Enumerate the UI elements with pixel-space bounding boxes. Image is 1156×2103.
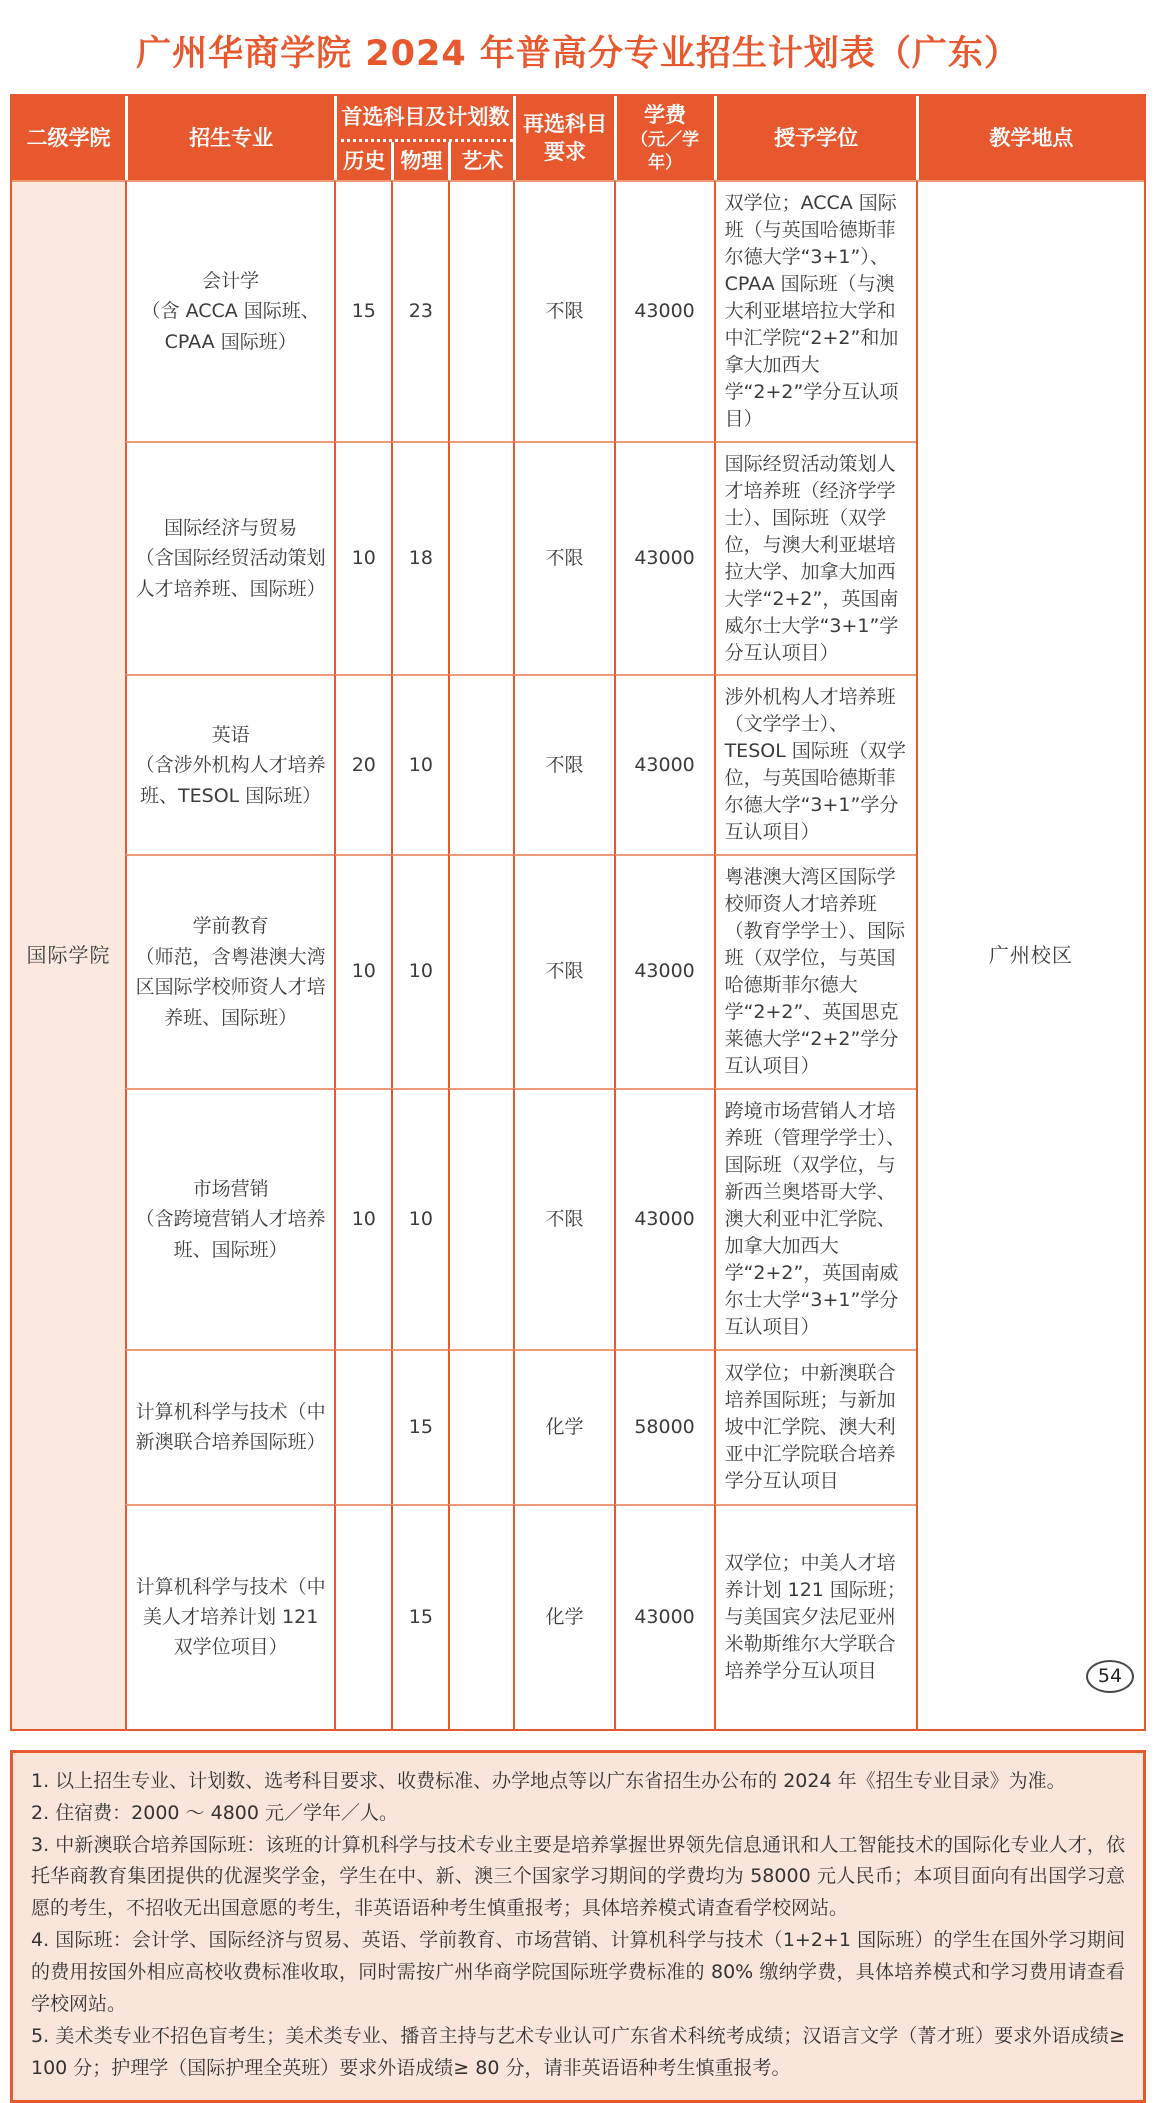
history-count: 10 (334, 1088, 391, 1349)
footnote: 4. 国际班：会计学、国际经济与贸易、英语、学前教育、市场营销、计算机科学与技术（1+2+1 国际班）的学生在国外学习期间的费用按国外相应高校收费标准收取，同时需按广州华商学院国际班学费标准的 80% 缴纳学费，具体培养模式和学习费用请查看学校网站。 (31, 1929, 1125, 2016)
header-row-1 (12, 96, 1144, 142)
header-physics: 物理 (391, 142, 448, 180)
footnote: 1. 以上招生专业、计划数、选考科目要求、收费标准、办学地点等以广东省招生办公布的 2024 年《招生专业目录》为准。 (31, 1769, 1066, 1792)
tuition-cell: 43000 (614, 1088, 714, 1349)
major-name: 英语 (211, 723, 250, 746)
art-count (448, 854, 513, 1088)
tuition-cell: 43000 (614, 1504, 714, 1729)
art-count (448, 441, 513, 675)
reselect-cell: 不限 (513, 674, 613, 854)
degree-cell: 涉外机构人才培养班（文学学士）、TESOL 国际班（双学位，与英国哈德斯菲尔德大学“3+1”学分互认项目） (714, 674, 916, 854)
header-tuition-label: 学费 (644, 102, 687, 127)
tuition-cell: 43000 (614, 441, 714, 675)
art-count (448, 1088, 513, 1349)
physics-count: 18 (391, 441, 448, 675)
physics-count: 10 (391, 854, 448, 1088)
major-detail: （师范，含粤港澳大湾区国际学校师资人才培养班、国际班） (135, 945, 326, 1029)
degree-cell: 双学位；中新澳联合培养国际班；与新加坡中汇学院、澳大利亚中汇学院联合培养学分互认项目 (714, 1349, 916, 1504)
degree-cell: 跨境市场营销人才培养班（管理学学士）、国际班（双学位，与新西兰奥塔哥大学、澳大利亚中汇学院、加拿大加西大学“2+2”，英国南威尔士大学“3+1”学分互认项目） (714, 1088, 916, 1349)
major-cell (125, 854, 334, 1088)
tuition-cell: 58000 (614, 1349, 714, 1504)
major-cell (125, 1349, 334, 1504)
footnotes-box (10, 1750, 1146, 2103)
degree-cell: 国际经贸活动策划人才培养班（经济学学士）、国际班（双学位，与澳大利亚堪培拉大学、加拿大加西大学“2+2”，英国南威尔士大学“3+1”学分互认项目） (714, 441, 916, 675)
header-tuition (614, 96, 714, 180)
page-number-badge: 54 (1086, 1660, 1134, 1693)
major-cell (125, 180, 334, 441)
college-cell: 国际学院 (12, 180, 125, 1729)
major-name: 学前教育 (192, 915, 269, 938)
header-location: 教学地点 (916, 96, 1144, 180)
major-cell (125, 1504, 334, 1729)
header-history: 历史 (334, 142, 391, 180)
tuition-cell: 43000 (614, 180, 714, 441)
reselect-cell: 不限 (513, 1088, 613, 1349)
header-reselect: 再选科目要求 (513, 96, 613, 180)
reselect-cell: 不限 (513, 441, 613, 675)
art-count (448, 1349, 513, 1504)
major-name: 计算机科学与技术（中美人才培养计划 121 双学位项目） (135, 1575, 326, 1659)
footnote: 2. 住宿费：2000 ～ 4800 元／学年／人。 (31, 1801, 398, 1824)
history-count: 10 (334, 441, 391, 675)
major-name: 计算机科学与技术（中新澳联合培养国际班） (135, 1400, 326, 1454)
reselect-cell: 不限 (513, 180, 613, 441)
physics-count: 15 (391, 1349, 448, 1504)
major-name: 会计学 (202, 269, 260, 292)
physics-count: 15 (391, 1504, 448, 1729)
location-cell: 广州校区 (916, 180, 1144, 1729)
history-count: 20 (334, 674, 391, 854)
degree-cell: 双学位；中美人才培养计划 121 国际班；与美国宾夕法尼亚州米勒斯维尔大学联合培养学分互认项目 (714, 1504, 916, 1729)
tuition-cell: 43000 (614, 674, 714, 854)
history-count: 10 (334, 854, 391, 1088)
art-count (448, 180, 513, 441)
tuition-cell: 43000 (614, 854, 714, 1088)
page-title: 广州华商学院 2024 年普高分专业招生计划表（广东） (136, 34, 1020, 74)
major-detail: （含涉外机构人才培养班、TESOL 国际班） (135, 754, 326, 807)
header-major: 招生专业 (125, 96, 334, 180)
header-degree: 授予学位 (714, 96, 916, 180)
major-name: 国际经济与贸易 (164, 517, 298, 539)
admission-plan-table (10, 94, 1146, 1731)
header-college: 二级学院 (12, 96, 125, 180)
major-name: 市场营销 (192, 1177, 269, 1200)
physics-count: 10 (391, 1088, 448, 1349)
header-subjects-group: 首选科目及计划数 (334, 96, 513, 142)
major-cell (125, 441, 334, 675)
history-count (334, 1349, 391, 1504)
major-cell (125, 674, 334, 854)
degree-cell: 双学位；ACCA 国际班（与英国哈德斯菲尔德大学“3+1”）、CPAA 国际班（与澳大利亚堪培拉大学和中汇学院“2+2”和加拿大加西大学“2+2”学分互认项目） (714, 180, 916, 441)
major-detail: （含 ACCA 国际班、CPAA 国际班） (141, 300, 320, 353)
major-cell (125, 1088, 334, 1349)
major-detail: （含跨境营销人才培养班、国际班） (135, 1208, 326, 1261)
footnote: 5. 美术类专业不招色盲考生；美术类专业、播音主持与艺术专业认可广东省术科统考成绩；汉语言文学（菁才班）要求外语成绩≥ 100 分；护理学（国际护理全英班）要求外语成绩≥ 80 分，请非英语语种考生慎重报考。 (31, 2025, 1125, 2079)
history-count: 15 (334, 180, 391, 441)
art-count (448, 674, 513, 854)
degree-cell: 粤港澳大湾区国际学校师资人才培养班（教育学学士）、国际班（双学位，与英国哈德斯菲尔德大学“2+2”、英国思克莱德大学“2+2”学分互认项目） (714, 854, 916, 1088)
physics-count: 23 (391, 180, 448, 441)
table-row (12, 180, 1144, 441)
reselect-cell: 不限 (513, 854, 613, 1088)
physics-count: 10 (391, 674, 448, 854)
header-art: 艺术 (448, 142, 513, 180)
major-detail: （含国际经贸活动策划人才培养班、国际班） (135, 547, 326, 600)
art-count (448, 1504, 513, 1729)
header-tuition-unit: （元／学年） (631, 130, 700, 174)
reselect-cell: 化学 (513, 1504, 613, 1729)
history-count (334, 1504, 391, 1729)
reselect-cell: 化学 (513, 1349, 613, 1504)
footnote: 3. 中新澳联合培养国际班：该班的计算机科学与技术专业主要是培养掌握世界领先信息通讯和人工智能技术的国际化专业人才，依托华商教育集团提供的优渥奖学金，学生在中、新、澳三个国家学习期间的学费均为 58000 元人民币；本项目面向有出国学习意愿的考生，不招收无出国意愿的考生，非英语语种考生慎重报考；具体培养模式请查看学校网站。 (31, 1833, 1125, 1920)
